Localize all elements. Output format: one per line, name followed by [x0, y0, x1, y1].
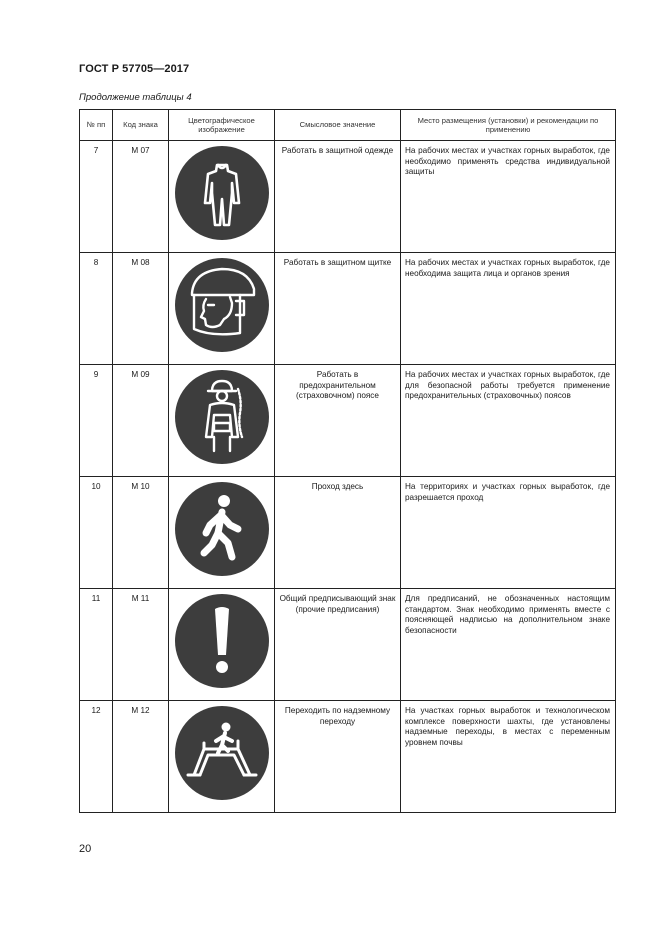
table-header-row — [80, 110, 616, 141]
page-number: 20 — [79, 843, 92, 855]
table-caption: Продолжение таблицы 4 — [79, 92, 192, 103]
sign-meaning: Проход здесь — [275, 477, 401, 589]
col-header-code: Код знака — [113, 110, 169, 141]
col-header-num: № пп — [80, 110, 113, 141]
table-row — [80, 141, 616, 253]
table-row — [80, 477, 616, 589]
exclamation-icon — [172, 591, 272, 691]
sign-meaning: Работать в предохранительном (страховочном) поясе — [275, 365, 401, 477]
sign-meaning: Работать в защитной одежде — [275, 141, 401, 253]
sign-meaning: Переходить по надземному переходу — [275, 701, 401, 813]
row-number: 11 — [80, 589, 113, 701]
col-header-meaning: Смысловое значение — [275, 110, 401, 141]
overpass-crossing-icon — [172, 703, 272, 803]
face-shield-icon — [172, 255, 272, 355]
row-number: 8 — [80, 253, 113, 365]
sign-meaning: Работать в защитном щитке — [275, 253, 401, 365]
sign-placement: Для предписаний, не обозначенных настоящим стандартом. Знак необходимо применять вместе с поясняющей надписью на дополнительном знаке безопасности — [401, 589, 616, 701]
table-row — [80, 253, 616, 365]
document-header: ГОСТ Р 57705—2017 — [79, 63, 190, 75]
sign-placement: На территориях и участках горных выработок, где разрешается проход — [401, 477, 616, 589]
row-number: 9 — [80, 365, 113, 477]
signs-table — [79, 109, 616, 813]
sign-code: М 07 — [113, 141, 169, 253]
col-header-placement: Место размещения (установки) и рекомендации по применению — [401, 110, 616, 141]
row-number: 7 — [80, 141, 113, 253]
sign-placement: На рабочих местах и участках горных выработок, где необходимо применять средства индивидуальной защиты — [401, 141, 616, 253]
sign-placement: На участках горных выработок и технологическом комплексе поверхности шахты, где установлены надземные переходы, в местах с переменным уровнем почвы — [401, 701, 616, 813]
sign-code: М 08 — [113, 253, 169, 365]
col-header-image: Цветографическое изображение — [169, 110, 275, 141]
walking-person-icon — [172, 479, 272, 579]
safety-harness-icon — [172, 367, 272, 467]
sign-code: М 11 — [113, 589, 169, 701]
protective-clothing-icon — [172, 143, 272, 243]
sign-code: М 09 — [113, 365, 169, 477]
sign-code: М 10 — [113, 477, 169, 589]
row-number: 12 — [80, 701, 113, 813]
sign-placement: На рабочих местах и участках горных выработок, где для безопасной работы требуется применение предохранительных (страховочных) поясов — [401, 365, 616, 477]
sign-meaning: Общий предписывающий знак (прочие предписания) — [275, 589, 401, 701]
sign-code: М 12 — [113, 701, 169, 813]
sign-placement: На рабочих местах и участках горных выработок, где необходима защита лица и органов зрения — [401, 253, 616, 365]
table-row — [80, 365, 616, 477]
row-number: 10 — [80, 477, 113, 589]
table-row — [80, 701, 616, 813]
table-row — [80, 589, 616, 701]
